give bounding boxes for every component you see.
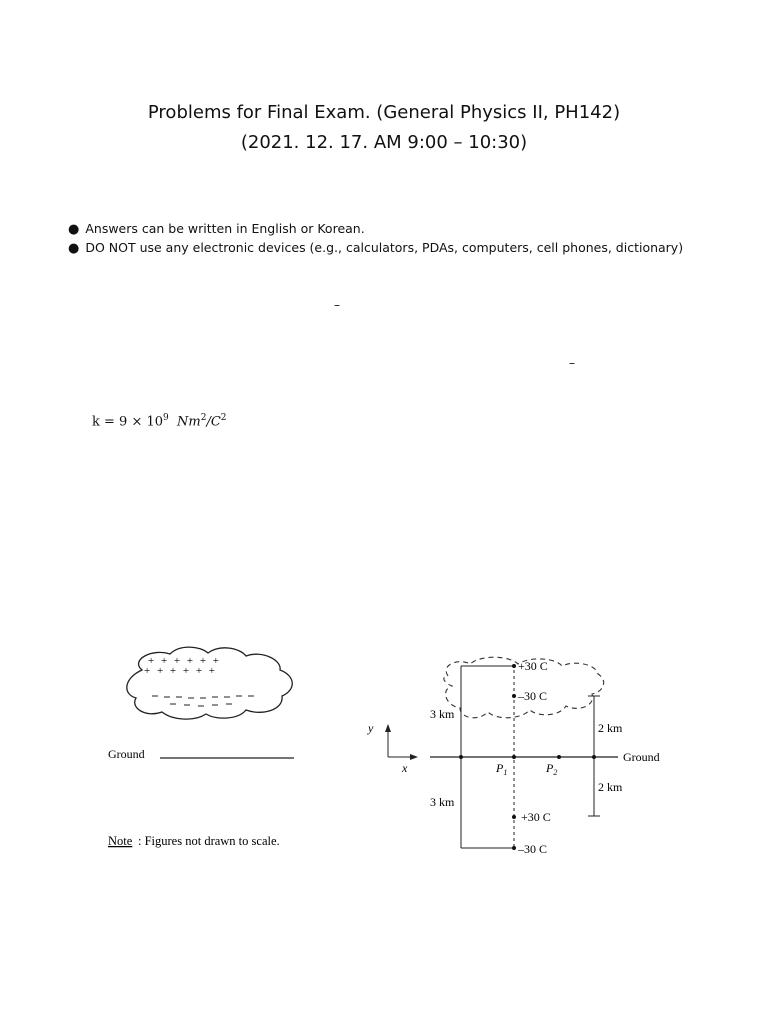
distance-label-right-bottom: 2 km bbox=[598, 780, 623, 794]
figure-charge-configuration bbox=[360, 650, 680, 865]
cloud-negative-charges bbox=[152, 696, 254, 706]
constant-unit-exponent: 2 bbox=[200, 413, 207, 423]
ground-label: Ground bbox=[623, 750, 660, 764]
constant-value: k = 9 × 10 bbox=[92, 414, 164, 430]
exam-title-line1: Problems for Final Exam. (General Physics II, PH142) bbox=[147, 102, 621, 123]
charge-bottom-negative: –30 C bbox=[518, 842, 548, 856]
instruction-item-devices bbox=[68, 240, 683, 256]
note-label: Note bbox=[108, 834, 133, 848]
x-axis-label: x bbox=[402, 761, 408, 775]
stray-dash-mark: – bbox=[569, 356, 575, 370]
instruction-item-language bbox=[68, 221, 365, 237]
y-axis-arrow-icon bbox=[385, 724, 391, 732]
point-p2-label: $P_2$ bbox=[546, 761, 558, 777]
charge-top-negative: –30 C bbox=[518, 689, 548, 703]
cloud-positive-charges: + + + + + + bbox=[148, 655, 221, 667]
instruction-text: Answers can be written in English or Korean. bbox=[85, 221, 365, 236]
cloud-positive-charges: + + + + + + bbox=[144, 665, 217, 677]
note-text: : Figures not drawn to scale. bbox=[138, 834, 280, 848]
distance-label-left-top: 3 km bbox=[430, 707, 455, 721]
constant-unit-exponent: 2 bbox=[220, 413, 227, 423]
coulomb-constant bbox=[92, 413, 227, 429]
figure-cloud-ground bbox=[100, 640, 310, 860]
constant-exponent: 9 bbox=[163, 413, 169, 423]
constant-unit: Nm bbox=[177, 414, 201, 430]
stray-dash-mark: – bbox=[334, 298, 340, 312]
charge-top-positive: +30 C bbox=[518, 659, 548, 673]
distance-label-right-top: 2 km bbox=[598, 721, 623, 735]
charge-bottom-positive: +30 C bbox=[521, 810, 551, 824]
y-axis-label: y bbox=[368, 721, 374, 735]
instruction-text: DO NOT use any electronic devices (e.g., calculators, PDAs, computers, cell phones, dictionary) bbox=[85, 240, 684, 255]
constant-unit-denominator: /C bbox=[206, 414, 221, 430]
bullet-icon: ● bbox=[68, 241, 80, 256]
ground-label: Ground bbox=[108, 747, 145, 761]
exam-title-line2: (2021. 12. 17. AM 9:00 – 10:30) bbox=[240, 132, 528, 153]
bullet-icon: ● bbox=[68, 222, 80, 237]
distance-label-left-bottom: 3 km bbox=[430, 795, 455, 809]
point-p1-label: $P_1$ bbox=[496, 761, 508, 777]
x-axis-arrow-icon bbox=[410, 754, 418, 760]
